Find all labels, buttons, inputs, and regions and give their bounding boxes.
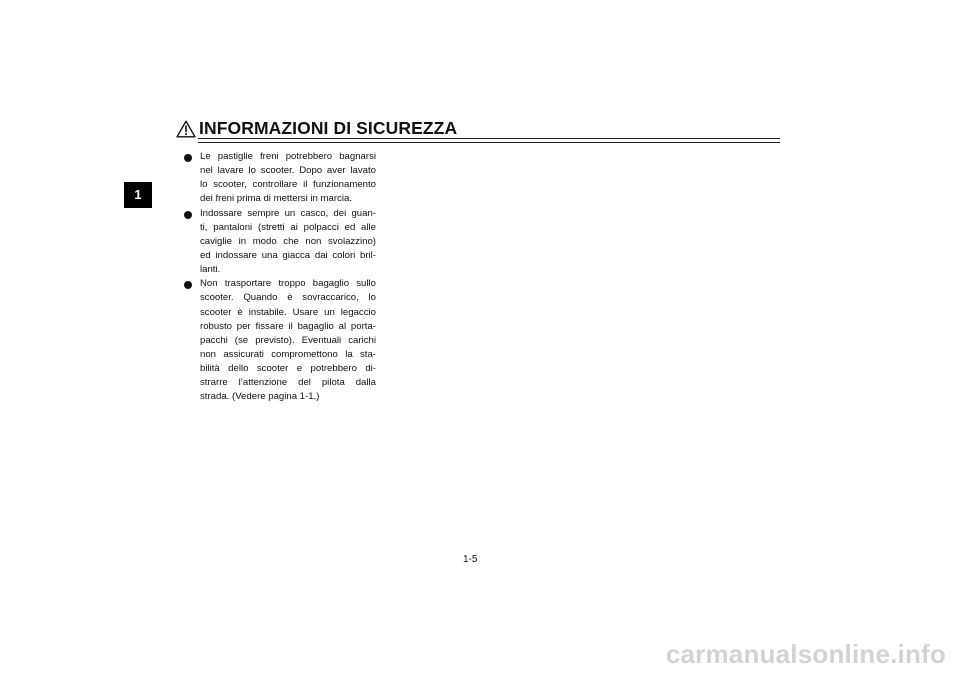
page-number: 1-5 [463, 554, 478, 565]
bullet-line: pacchi (se previsto). Eventuali carichi [200, 334, 376, 346]
bullet-dot-icon [184, 211, 192, 219]
bullet-line: strada. (Vedere pagina 1-1.) [200, 391, 320, 403]
page-title: INFORMAZIONI DI SICUREZZA [199, 118, 458, 138]
bullet-dot-icon [184, 154, 192, 162]
bullet-line: Le pastiglie freni potrebbero bagnarsi [200, 151, 376, 162]
bullet-line: Indossare sempre un casco, dei guan- [200, 207, 376, 219]
bullet-line: bilità dello scooter e potrebbero di- [200, 363, 376, 375]
bullet-line: nel lavare lo scooter. Dopo aver lavato [200, 165, 376, 177]
bullet-dot-icon [184, 281, 192, 289]
bullet-line: scooter è instabile. Usare un legaccio [200, 306, 376, 318]
bullet-line: strarre l’attenzione del pilota dalla [200, 377, 376, 389]
chapter-tab: 1 [124, 182, 152, 208]
bullet-item-luggage [184, 277, 376, 404]
bullet-line: lanti. [200, 264, 221, 276]
bullet-line: non assicurati compromettono la sta- [200, 348, 376, 360]
bullet-line: lo scooter, controllare il funzionamento [200, 179, 376, 191]
bullet-line: scooter. Quando è sovraccarico, lo [200, 292, 376, 304]
bullet-item-brakes [184, 150, 376, 207]
header-rule [198, 138, 780, 143]
body-column [184, 150, 376, 405]
bullet-line: ed indossare una giacca dai colori bril- [200, 249, 376, 261]
section-header [176, 116, 780, 144]
bullet-line: ti, pantaloni (stretti ai polpacci ed alle [200, 221, 376, 233]
bullet-line: dei freni prima di mettersi in marcia. [200, 193, 352, 205]
watermark: carmanualsonline.info [665, 639, 946, 669]
safety-bullet-list [184, 150, 376, 405]
bullet-line: robusto per fissare il bagaglio al porta- [200, 320, 376, 332]
bullet-item-clothing [184, 207, 376, 278]
bullet-line: Non trasportare troppo bagaglio sullo [200, 278, 376, 290]
warning-triangle-icon [176, 120, 196, 138]
bullet-line: caviglie in modo che non svolazzino) [200, 235, 376, 247]
